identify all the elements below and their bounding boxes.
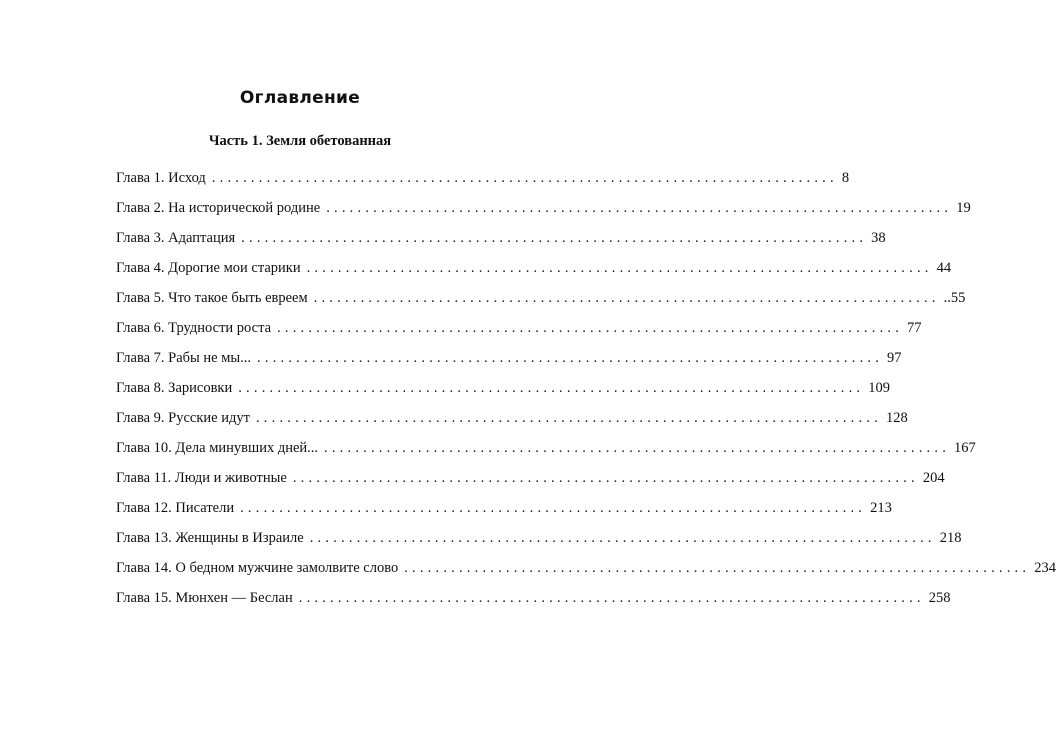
toc-entry[interactable] (116, 283, 966, 313)
dot-leader: ................................................................................ (313, 290, 940, 306)
page-number: 19 (956, 200, 971, 216)
toc-entry[interactable] (116, 373, 890, 403)
page-number: 44 (936, 260, 952, 276)
dot-leader: ................................................................................ (211, 170, 838, 186)
chapter-title: Глава 10. Дела минувших дней... (116, 440, 319, 456)
page-number: 218 (939, 530, 962, 546)
chapter-title: Глава 4. Дорогие мои старики (116, 260, 301, 276)
chapter-title: Глава 13. Женщины в Израиле (116, 530, 304, 546)
toc-entry[interactable] (116, 163, 850, 193)
toc-entry[interactable] (116, 253, 952, 283)
chapter-title: Глава 3. Адаптация (116, 230, 236, 246)
dot-leader: ................................................................................ (404, 560, 1031, 576)
dot-leader: ................................................................................ (277, 320, 904, 336)
page-number: 109 (868, 380, 890, 396)
toc-entry[interactable] (116, 583, 951, 613)
toc-entry[interactable] (116, 223, 886, 253)
chapter-title: Глава 15. Мюнхен — Беслан (116, 590, 293, 606)
dot-leader: ................................................................................ (326, 200, 953, 216)
chapter-title: Глава 8. Зарисовки (116, 380, 233, 396)
page-number: 167 (954, 440, 976, 456)
dot-leader: ................................................................................ (238, 380, 865, 396)
page-number: 258 (928, 590, 951, 606)
page-number: 77 (907, 320, 922, 336)
page-number: ..55 (943, 290, 966, 306)
page-number: 234 (1034, 560, 1056, 576)
toc-title: Оглавление (239, 88, 361, 108)
page-number: 204 (922, 470, 945, 486)
dot-leader: ................................................................................ (255, 410, 882, 426)
toc-entry[interactable] (116, 523, 962, 553)
chapter-title: Глава 14. О бедном мужчине замолвите слово (116, 560, 399, 576)
chapter-title: Глава 7. Рабы не мы... (116, 350, 252, 366)
dot-leader: ................................................................................ (241, 230, 868, 246)
part-title: Часть 1. Земля обетованная (208, 133, 392, 149)
toc-list (116, 163, 1056, 613)
page-number: 38 (871, 230, 886, 246)
toc-entry[interactable] (116, 493, 892, 523)
toc-entry[interactable] (116, 553, 1056, 583)
chapter-title: Глава 11. Люди и животные (116, 470, 287, 486)
chapter-title: Глава 1. Исход (116, 170, 206, 186)
chapter-title: Глава 6. Трудности роста (116, 320, 272, 336)
dot-leader: ................................................................................ (324, 440, 951, 456)
dot-leader: ................................................................................ (240, 500, 867, 516)
toc-entry[interactable] (116, 193, 971, 223)
page-number: 128 (885, 410, 908, 426)
dot-leader: ................................................................................ (292, 470, 919, 486)
page-number: 97 (887, 350, 902, 366)
dot-leader: ................................................................................ (309, 530, 936, 546)
chapter-title: Глава 12. Писатели (116, 500, 235, 516)
toc-entry[interactable] (116, 313, 922, 343)
chapter-title: Глава 2. На исторической родине (116, 200, 321, 216)
dot-leader: ................................................................................ (257, 350, 884, 366)
toc-entry[interactable] (116, 343, 902, 373)
page-number: 213 (870, 500, 892, 516)
toc-entry[interactable] (116, 433, 976, 463)
page-number: 8 (841, 170, 850, 186)
toc-entry[interactable] (116, 403, 908, 433)
chapter-title: Глава 5. Что такое быть евреем (116, 290, 308, 306)
dot-leader: ................................................................................ (306, 260, 933, 276)
dot-leader: ................................................................................ (298, 590, 925, 606)
toc-entry[interactable] (116, 463, 945, 493)
chapter-title: Глава 9. Русские идут (116, 410, 250, 426)
